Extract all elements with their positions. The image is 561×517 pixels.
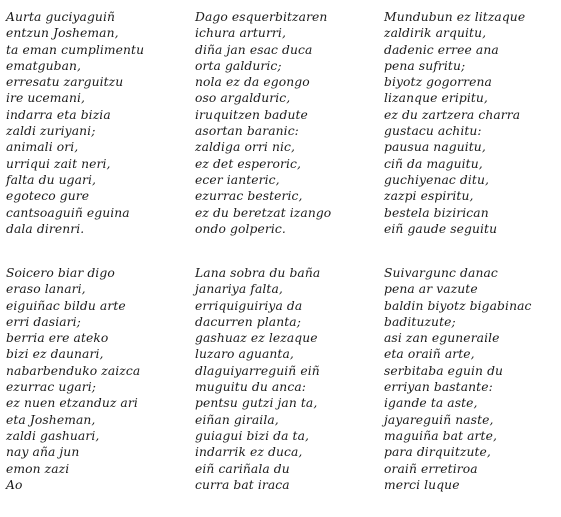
poem-line: zaldi zuriyani;: [6, 124, 96, 139]
poem-line: indarrik ez duca,: [195, 445, 303, 460]
poem-line: ciñ da maguitu,: [384, 156, 483, 171]
poem-line: ez det esperoric,: [195, 156, 301, 171]
poem-line: gashuaz ez lezaque: [195, 331, 318, 346]
poem-line: biyotz gogorrena: [384, 75, 492, 90]
poem-line: eiñan giraila,: [195, 412, 279, 427]
poem-line: egoteco gure: [6, 189, 90, 204]
poem-line: guchiyenac ditu,: [384, 172, 489, 187]
poem-line: Lana sobra du baña: [195, 266, 321, 280]
poem-line: oraiñ erretiroa: [384, 461, 478, 476]
poem-line: eiñ cariñala du: [195, 461, 290, 476]
poem-line: curra bat iraca: [195, 477, 290, 492]
poem-line: pena ar vazute: [384, 282, 478, 297]
poem-line: cantsoaguiñ eguina: [6, 205, 130, 220]
poem-line: ez du beretzat izango: [195, 205, 332, 220]
stanza-2: [195, 9, 331, 237]
poem-line: baldin biyotz bigabinac: [384, 298, 532, 313]
poem-line: eta oraiñ arte,: [384, 347, 475, 362]
poem-line: igande ta aste,: [384, 396, 478, 411]
poem-line: eta Josheman,: [6, 412, 96, 427]
poem-line: erresatu zarguitzu: [6, 75, 124, 90]
poem-line: ezurrac besteric,: [195, 189, 303, 204]
poem-line: gustacu achitu:: [384, 124, 482, 139]
poem-line: ecer ianteric,: [195, 172, 280, 187]
poem-line: ezurrac ugari;: [6, 380, 97, 395]
poem-line: dacurren planta;: [195, 314, 301, 329]
poem-line: entzun Josheman,: [6, 26, 119, 41]
poem-line: eiguiñac bildu arte: [6, 298, 126, 313]
poem-line: merci luque: [384, 477, 460, 492]
poem-line: eiñ gaude seguitu: [384, 221, 498, 236]
poem-line: guiagui bizi da ta,: [195, 428, 310, 443]
poem-line: jayareguiñ naste,: [384, 412, 494, 427]
poem-line: zaldiga orri nic,: [195, 140, 296, 155]
poem-line: Soicero biar digo: [6, 266, 115, 280]
poem-line: Aurta guciyaguiñ: [6, 10, 115, 24]
poem-line: zazpi espiritu,: [384, 189, 474, 204]
stanza-4: [6, 265, 140, 493]
poem-line: eraso lanari,: [6, 282, 86, 297]
poem-line: dadenic erree ana: [384, 42, 499, 57]
poem-line: serbitaba eguin du: [384, 363, 504, 378]
poem-line: falta du ugari,: [6, 172, 97, 187]
poem-line: para dirquitzute,: [384, 445, 491, 460]
poem-line: asi zan eguneraile: [384, 331, 500, 346]
poem-line: iruquitzen badute: [195, 107, 308, 122]
poem-line: indarra eta bizia: [6, 107, 111, 122]
poem-line: nay aña jun: [6, 445, 80, 460]
poem-line: Mundubun ez litzaque: [384, 10, 526, 24]
stanza-3: [384, 9, 525, 237]
poem-line: diña jan esac duca: [195, 42, 313, 57]
poem-line: erriquiguiriya da: [195, 298, 303, 313]
poem-line: ondo golperic.: [195, 221, 286, 236]
poem-line: bizi ez daunari,: [6, 347, 104, 362]
poem-line: berria ere ateko: [6, 331, 109, 346]
poem-line: ez nuen etzanduz ari: [6, 396, 138, 411]
poem-line: zaldirik arquitu,: [384, 26, 487, 41]
poem-line: oso argalduric,: [195, 91, 291, 106]
poem-line: dlaguiyarreguiñ eiñ: [195, 363, 320, 378]
poem-line: ire ucemani,: [6, 91, 86, 106]
poem-line: asortan baranic:: [195, 124, 299, 139]
poem-line: erri dasiari;: [6, 314, 81, 329]
poem-line: nabarbenduko zaizca: [6, 363, 141, 378]
poem-line: pena sufritu;: [384, 58, 466, 73]
poem-line: Dago esquerbitzaren: [195, 10, 328, 24]
poem-line: Suivargunc danac: [384, 266, 498, 280]
poem-line: badituzute;: [384, 314, 456, 329]
poem-line: maguiña bat arte,: [384, 428, 497, 443]
poem-line: pausua naguitu,: [384, 140, 486, 155]
poem-line: pentsu gutzi jan ta,: [195, 396, 318, 411]
poem-line: erriyan bastante:: [384, 380, 493, 395]
poem-line: urriqui zait neri,: [6, 156, 111, 171]
poem-line: lizanque eripitu,: [384, 91, 488, 106]
poem-line: Ao: [6, 477, 23, 492]
poem-line: ematguban,: [6, 58, 82, 73]
poem-line: ez du zartzera charra: [384, 107, 521, 122]
stanza-5: [195, 265, 320, 493]
poem-line: muguitu du anca:: [195, 380, 306, 395]
poem-line: animali ori,: [6, 140, 79, 155]
stanza-1: [6, 9, 144, 237]
poem-line: emon zazi: [6, 461, 70, 476]
poem-line: nola ez da egongo: [195, 75, 310, 90]
stanza-6: [384, 265, 532, 493]
poem-line: ichura arturri,: [195, 26, 286, 41]
poem-line: orta galduric;: [195, 58, 282, 73]
poem-line: zaldi gashuari,: [6, 428, 100, 443]
poem-line: ta eman cumplimentu: [6, 42, 145, 57]
poem-line: bestela bizirican: [384, 205, 489, 220]
poem-line: janariya falta,: [195, 282, 283, 297]
poem-line: luzaro aguanta,: [195, 347, 294, 362]
poem-line: dala direnri.: [6, 221, 85, 236]
